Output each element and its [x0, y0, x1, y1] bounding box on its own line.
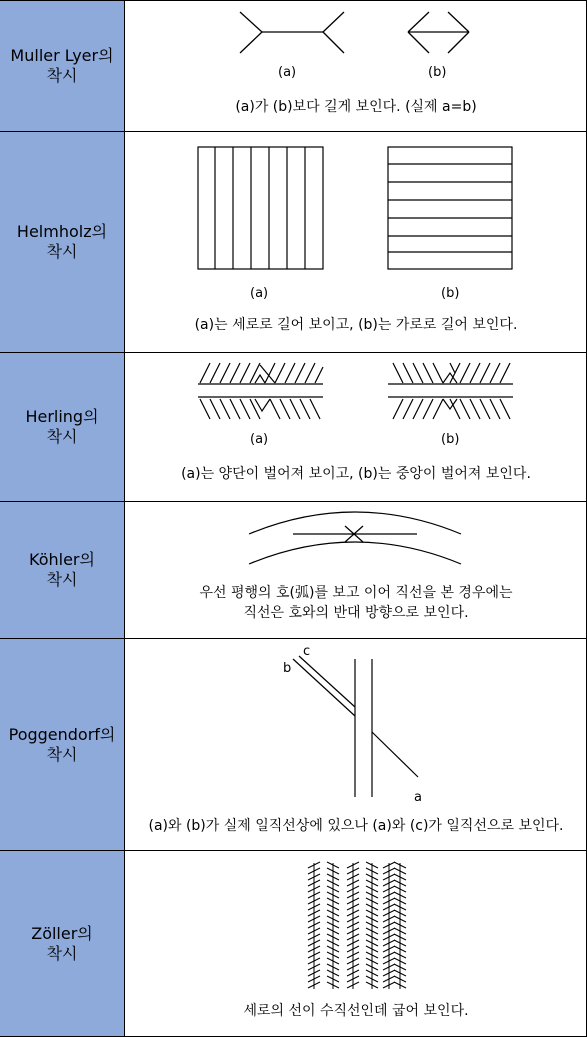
illusion-row-poggendorf: [0, 639, 587, 850]
caption-a: (a): [250, 286, 269, 301]
illusion-description: (a)와 (b)가 실제 일직선상에 있으나 (a)와 (c)가 일직선으로 보인다.: [148, 818, 564, 834]
illusion-description: (a)가 (b)보다 길게 보인다. (실제 a=b): [235, 99, 477, 115]
illusion-figure-cell: [125, 502, 587, 638]
illusion-figure-cell: [125, 851, 587, 1036]
illusion-name: Helmholz의 착시: [16, 222, 108, 261]
row-label-cell: [0, 639, 125, 850]
row-label-cell: [0, 1, 125, 131]
caption-a: (a): [250, 432, 269, 447]
illusion-row-kohler: [0, 502, 587, 638]
row-label-cell: [0, 851, 125, 1036]
caption-a: (a): [278, 65, 297, 80]
illusion-name: Köhler의 착시: [29, 550, 95, 589]
illusion-figure-cell: [125, 132, 587, 352]
illusion-name: Muller Lyer의 착시: [10, 46, 114, 85]
illusion-row-zoller: [0, 851, 587, 1036]
line-label-b: b: [283, 661, 292, 676]
illusion-name: Poggendorf의 착시: [8, 724, 116, 764]
illusion-description: 우선 평행의 호(弧)를 보고 이어 직선을 본 경우에는 직선은 호와의 반대 방향으로 보인다.: [199, 585, 513, 621]
caption-b: (b): [441, 286, 460, 301]
illusion-description: (a)는 양단이 벌어져 보이고, (b)는 중앙이 벌어져 보인다.: [181, 466, 531, 482]
row-label-cell: [0, 502, 125, 638]
illusion-figure-cell: [125, 1, 587, 131]
illusion-figure-cell: [125, 353, 587, 501]
caption-b: (b): [428, 65, 447, 80]
illusion-description: (a)는 세로로 길어 보이고, (b)는 가로로 길어 보인다.: [194, 317, 518, 333]
illusion-name: Herling의 착시: [25, 407, 99, 446]
illusion-name: Zöller의 착시: [31, 923, 93, 963]
line-label-c: c: [303, 644, 311, 659]
line-label-a: a: [414, 790, 422, 805]
illusion-row-herling: [0, 353, 587, 501]
row-label-cell: [0, 132, 125, 352]
illusion-row-helmholz: [0, 132, 587, 352]
row-label-cell: [0, 353, 125, 501]
illusion-row-muller-lyer: [0, 1, 587, 131]
illusion-figure-cell: [125, 639, 587, 850]
illusion-description: 세로의 선이 수직선인데 굽어 보인다.: [243, 1003, 469, 1019]
caption-b: (b): [441, 432, 460, 447]
